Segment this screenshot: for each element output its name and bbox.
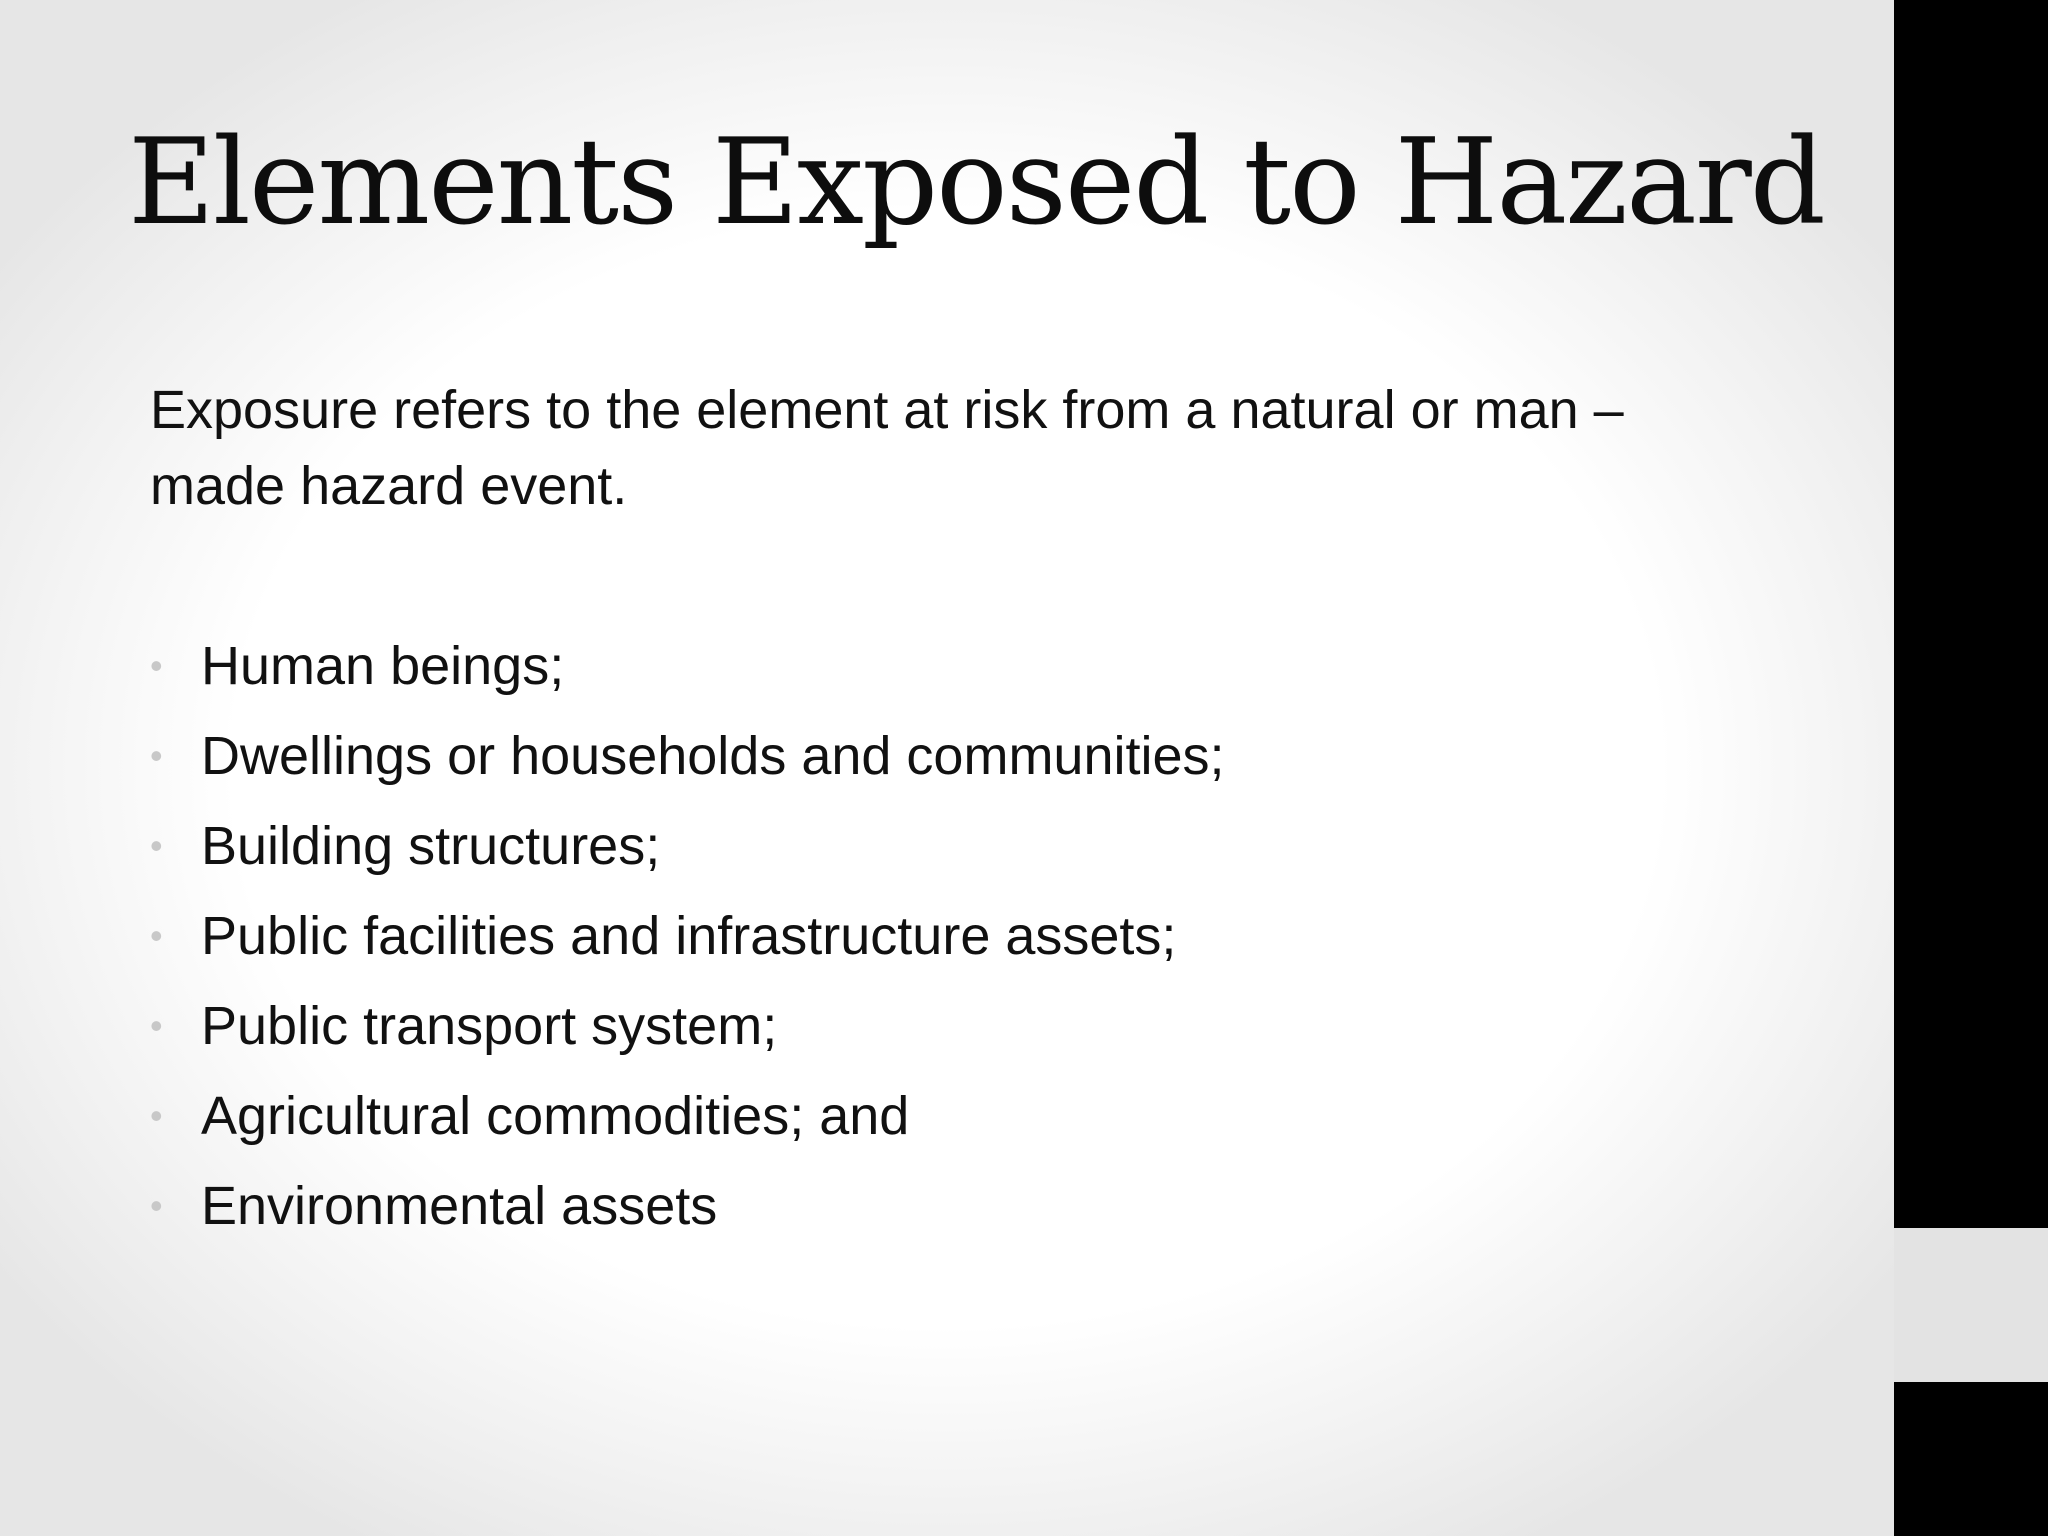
list-item-text: Human beings; — [201, 636, 565, 696]
bullet-icon: • — [150, 825, 163, 866]
list-item — [150, 628, 1225, 718]
intro-paragraph — [150, 372, 1770, 524]
list-item — [150, 988, 1225, 1078]
list-item-text: Environmental assets — [201, 1176, 718, 1236]
bullet-icon: • — [150, 915, 163, 956]
bullet-icon: • — [150, 735, 163, 776]
list-item — [150, 898, 1225, 988]
side-bar-accent — [1894, 1228, 2048, 1382]
list-item — [150, 1078, 1225, 1168]
list-item-text: Public facilities and infrastructure assets; — [201, 906, 1177, 966]
list-item-text: Building structures; — [201, 816, 661, 876]
bullet-icon: • — [150, 1185, 163, 1226]
intro-line-2: made hazard event. — [150, 456, 628, 516]
list-item-text: Public transport system; — [201, 996, 778, 1056]
list-item — [150, 718, 1225, 808]
list-item — [150, 808, 1225, 898]
intro-line-1: Exposure refers to the element at risk from a natural or man – — [150, 380, 1624, 440]
list-item-text: Dwellings or households and communities; — [201, 726, 1225, 786]
bullet-icon: • — [150, 645, 163, 686]
list-item-text: Agricultural commodities; and — [201, 1086, 910, 1146]
bullet-list — [150, 628, 1225, 1258]
bullet-icon: • — [150, 1005, 163, 1046]
slide-title: Elements Exposed to Hazard — [128, 114, 1824, 252]
bullet-icon: • — [150, 1095, 163, 1136]
list-item — [150, 1168, 1225, 1258]
